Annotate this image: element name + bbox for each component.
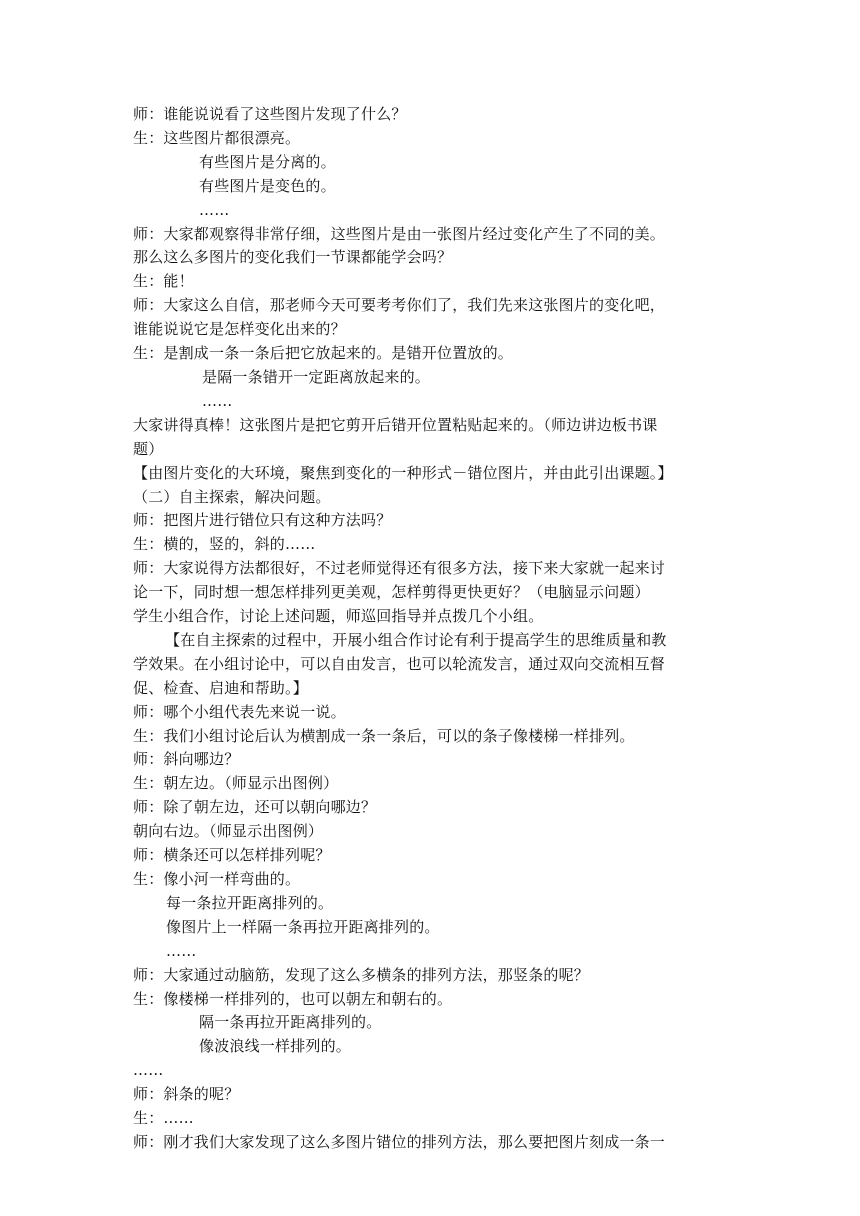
text-line: 师：把图片进行错位只有这种方法吗？ [133, 511, 392, 530]
text-line: （二）自主探索，解决问题。 [133, 487, 331, 506]
text-line: 隔一条再拉开距离排列的。 [199, 1013, 382, 1032]
text-line: …… [166, 941, 197, 960]
document-body [133, 103, 753, 1155]
text-line: 师：谁能说说看了这些图片发现了什么？ [133, 105, 407, 123]
text-line: 有些图片是分离的。 [199, 152, 336, 171]
text-line: 那么这么多图片的变化我们一节课都能学会吗？ [133, 248, 453, 267]
text-line: 师：大家这么自信，那老师今天可要考考你们了，我们先来这张图片的变化吧， [133, 296, 666, 315]
text-line: 生：…… [133, 1109, 194, 1128]
text-line: 学效果。在小组讨论中，可以自由发言，也可以轮流发言，通过双向交流相互督 [133, 654, 666, 673]
text-line: 【由图片变化的大环境，聚焦到变化的一种形式－错位图片，并由此引出课题。】 [133, 463, 673, 482]
text-line: 生：我们小组讨论后认为横割成一条一条后，可以的条子像楼梯一样排列。 [133, 726, 635, 745]
text-line: 师：大家说得方法都很好，不过老师觉得还有很多方法，接下来大家就一起来讨 [133, 559, 666, 578]
text-line: 生：像小河一样弯曲的。 [133, 870, 301, 888]
text-line: 生：横的，竖的，斜的…… [133, 535, 316, 554]
text-line: 【在自主探索的过程中，开展小组合作讨论有利于提高学生的思维质量和教 [165, 630, 667, 649]
text-line: 师：横条还可以怎样排列呢？ [133, 846, 331, 865]
text-line: 师：大家通过动脑筋，发现了这么多横条的排列方法，那竖条的呢？ [133, 965, 590, 984]
text-line: 像波浪线一样排列的。 [199, 1037, 352, 1056]
text-line: 是隔一条错开一定距离放起来的。 [202, 367, 431, 386]
text-line: 论一下，同时想一想怎样排列更美观，怎样剪得更快更好？（电脑显示问题） [133, 583, 650, 602]
text-line: 学生小组合作，讨论上述问题，师巡回指导并点拨几个小组。 [133, 607, 544, 626]
text-line: 像图片上一样隔一条再拉开距离排列的。 [166, 917, 440, 936]
text-line: 师：大家都观察得非常仔细，这些图片是由一张图片经过变化产生了不同的美。 [133, 224, 666, 243]
text-line: 师：哪个小组代表先来说一说。 [133, 702, 346, 721]
text-line: 朝向右边。（师显示出图例） [133, 822, 324, 841]
text-line: 生：朝左边。（师显示出图例） [133, 774, 339, 793]
text-line: 每一条拉开距离排列的。 [166, 893, 334, 912]
text-line: 促、检查、启迪和帮助。】 [133, 678, 308, 697]
text-line: 题） [133, 439, 164, 458]
text-line: 生：能！ [133, 272, 194, 291]
text-line: 谁能说说它是怎样变化出来的？ [133, 320, 346, 339]
text-line: 师：斜向哪边？ [133, 750, 240, 769]
text-line: 有些图片是变色的。 [199, 176, 336, 195]
text-line: 生：是割成一条一条后把它放起来的。是错开位置放的。 [133, 344, 514, 363]
text-line: 生：像楼梯一样排列的，也可以朝左和朝右的。 [133, 989, 453, 1008]
text-line: 大家讲得真棒！这张图片是把它剪开后错开位置粘贴起来的。（师边讲边板书课 [133, 415, 658, 434]
text-line: 师：除了朝左边，还可以朝向哪边？ [133, 798, 377, 817]
text-line: …… [199, 200, 230, 219]
text-line: 师：斜条的呢？ [133, 1085, 240, 1104]
text-line: …… [202, 391, 233, 410]
text-line: 师：刚才我们大家发现了这么多图片错位的排列方法，那么要把图片刻成一条一 [133, 1132, 666, 1151]
text-line: …… [133, 1061, 164, 1080]
text-line: 生：这些图片都很漂亮。 [133, 128, 301, 147]
